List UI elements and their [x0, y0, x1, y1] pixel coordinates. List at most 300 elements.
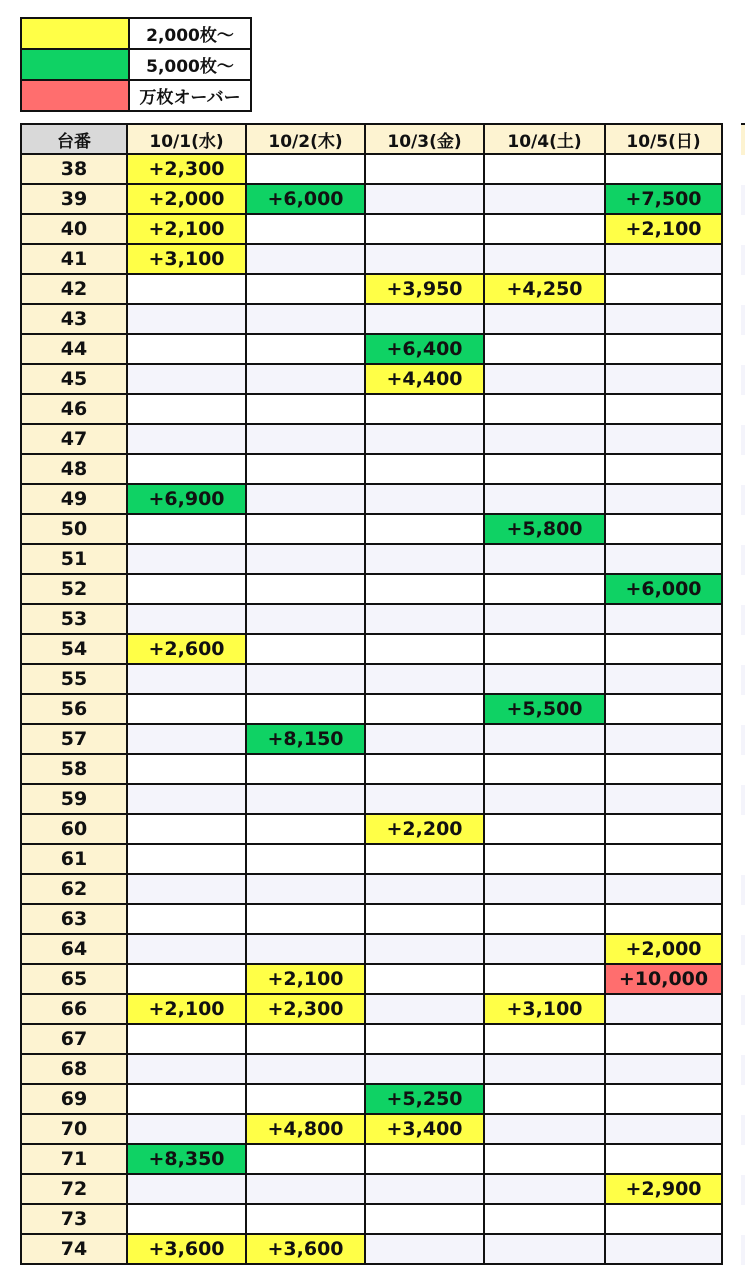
result-cell: +5,800: [484, 514, 605, 544]
empty-cell: [365, 694, 484, 724]
empty-cell: [484, 214, 605, 244]
table-row: [21, 1114, 722, 1144]
legend-row: [21, 80, 251, 111]
table-row: [21, 424, 722, 454]
empty-cell: [365, 934, 484, 964]
table-row: [21, 214, 722, 244]
empty-cell: [365, 904, 484, 934]
machine-number-cell: 41: [21, 244, 127, 274]
empty-cell: [365, 784, 484, 814]
machine-number-cell: 74: [21, 1234, 127, 1264]
empty-cell: [246, 1024, 365, 1054]
result-cell: +3,400: [365, 1114, 484, 1144]
empty-cell: [484, 574, 605, 604]
table-row: [21, 484, 722, 514]
result-cell: +2,900: [605, 1174, 722, 1204]
machine-number-cell: 72: [21, 1174, 127, 1204]
result-cell: +3,600: [127, 1234, 246, 1264]
result-cell: +6,000: [246, 184, 365, 214]
table-row: [21, 454, 722, 484]
adjacent-row-band: [741, 575, 745, 605]
empty-cell: [484, 454, 605, 484]
empty-cell: [365, 1234, 484, 1264]
empty-cell: [127, 304, 246, 334]
adjacent-row-band: [741, 1055, 745, 1085]
empty-cell: [246, 814, 365, 844]
table-row: [21, 844, 722, 874]
adjacent-row-band: [741, 335, 745, 365]
machine-number-cell: 60: [21, 814, 127, 844]
empty-cell: [246, 364, 365, 394]
machine-number-cell: 47: [21, 424, 127, 454]
results-table: [20, 123, 723, 1265]
header-row: [21, 124, 722, 154]
adjacent-table-edge: [741, 123, 745, 1265]
result-cell: +3,600: [246, 1234, 365, 1264]
machine-number-cell: 55: [21, 664, 127, 694]
table-row: [21, 1144, 722, 1174]
table-row: [21, 814, 722, 844]
empty-cell: [605, 874, 722, 904]
adjacent-row-band: [741, 275, 745, 305]
table-row: [21, 1024, 722, 1054]
empty-cell: [365, 544, 484, 574]
empty-cell: [484, 904, 605, 934]
adjacent-row-band: [741, 845, 745, 875]
empty-cell: [127, 1024, 246, 1054]
machine-number-cell: 44: [21, 334, 127, 364]
empty-cell: [484, 964, 605, 994]
result-cell: +7,500: [605, 184, 722, 214]
result-cell: +8,350: [127, 1144, 246, 1174]
empty-cell: [605, 1054, 722, 1084]
table-row: [21, 694, 722, 724]
result-cell: +2,100: [246, 964, 365, 994]
empty-cell: [605, 604, 722, 634]
machine-number-cell: 64: [21, 934, 127, 964]
empty-cell: [365, 394, 484, 424]
machine-number-cell: 45: [21, 364, 127, 394]
empty-cell: [605, 814, 722, 844]
empty-cell: [365, 994, 484, 1024]
empty-cell: [484, 244, 605, 274]
table-row: [21, 334, 722, 364]
empty-cell: [365, 1144, 484, 1174]
adjacent-row-band: [741, 935, 745, 965]
empty-cell: [365, 154, 484, 184]
table-row: [21, 1174, 722, 1204]
adjacent-row-band: [741, 1235, 745, 1265]
adjacent-row-band: [741, 665, 745, 695]
empty-cell: [365, 454, 484, 484]
empty-cell: [246, 244, 365, 274]
empty-cell: [605, 244, 722, 274]
adjacent-row-band: [741, 1115, 745, 1145]
table-row: [21, 604, 722, 634]
empty-cell: [605, 334, 722, 364]
empty-cell: [246, 154, 365, 184]
result-cell: +4,400: [365, 364, 484, 394]
legend-label-yellow: 2,000枚〜: [129, 18, 251, 49]
machine-number-cell: 53: [21, 604, 127, 634]
empty-cell: [246, 304, 365, 334]
empty-cell: [605, 1204, 722, 1234]
empty-cell: [246, 454, 365, 484]
empty-cell: [365, 1174, 484, 1204]
empty-cell: [484, 364, 605, 394]
empty-cell: [484, 184, 605, 214]
legend-row: [21, 49, 251, 80]
adjacent-row-band: [741, 425, 745, 455]
empty-cell: [127, 724, 246, 754]
empty-cell: [365, 1204, 484, 1234]
empty-cell: [246, 544, 365, 574]
empty-cell: [127, 1114, 246, 1144]
empty-cell: [246, 634, 365, 664]
empty-cell: [365, 754, 484, 784]
empty-cell: [246, 844, 365, 874]
empty-cell: [605, 154, 722, 184]
machine-number-cell: 58: [21, 754, 127, 784]
empty-cell: [484, 544, 605, 574]
machine-number-cell: 73: [21, 1204, 127, 1234]
column-header-date-4: 10/4(土): [484, 124, 605, 154]
column-header-date-5: 10/5(日): [605, 124, 722, 154]
machine-number-cell: 66: [21, 994, 127, 1024]
machine-number-cell: 65: [21, 964, 127, 994]
empty-cell: [365, 424, 484, 454]
adjacent-row-band: [741, 245, 745, 275]
table-row: [21, 1084, 722, 1114]
empty-cell: [365, 664, 484, 694]
empty-cell: [127, 694, 246, 724]
empty-cell: [127, 814, 246, 844]
empty-cell: [246, 574, 365, 604]
empty-cell: [246, 934, 365, 964]
adjacent-row-band: [741, 395, 745, 425]
adjacent-row-band: [741, 515, 745, 545]
machine-number-cell: 52: [21, 574, 127, 604]
empty-cell: [605, 274, 722, 304]
result-cell: +4,250: [484, 274, 605, 304]
result-cell: +6,000: [605, 574, 722, 604]
legend-label-red: 万枚オーバー: [129, 80, 251, 111]
empty-cell: [127, 1054, 246, 1084]
empty-cell: [246, 1054, 365, 1084]
empty-cell: [605, 1144, 722, 1174]
empty-cell: [127, 394, 246, 424]
table-row: [21, 1234, 722, 1264]
empty-cell: [365, 514, 484, 544]
machine-number-cell: 42: [21, 274, 127, 304]
empty-cell: [127, 874, 246, 904]
result-cell: +4,800: [246, 1114, 365, 1144]
table-row: [21, 934, 722, 964]
empty-cell: [127, 784, 246, 814]
machine-number-cell: 70: [21, 1114, 127, 1144]
empty-cell: [127, 334, 246, 364]
result-cell: +2,300: [127, 154, 246, 184]
empty-cell: [127, 454, 246, 484]
column-header-date-2: 10/2(木): [246, 124, 365, 154]
table-row: [21, 1204, 722, 1234]
empty-cell: [484, 1114, 605, 1144]
table-row: [21, 574, 722, 604]
table-row: [21, 154, 722, 184]
empty-cell: [365, 724, 484, 754]
empty-cell: [605, 544, 722, 574]
empty-cell: [484, 634, 605, 664]
adjacent-row-band: [741, 1025, 745, 1055]
empty-cell: [246, 1144, 365, 1174]
empty-cell: [246, 784, 365, 814]
empty-cell: [246, 484, 365, 514]
machine-number-cell: 62: [21, 874, 127, 904]
table-row: [21, 724, 722, 754]
result-cell: +8,150: [246, 724, 365, 754]
empty-cell: [605, 724, 722, 754]
empty-cell: [484, 604, 605, 634]
result-cell: +2,100: [605, 214, 722, 244]
result-cell: +3,100: [484, 994, 605, 1024]
empty-cell: [127, 514, 246, 544]
empty-cell: [127, 574, 246, 604]
empty-cell: [127, 904, 246, 934]
legend-label-green: 5,000枚〜: [129, 49, 251, 80]
machine-number-cell: 69: [21, 1084, 127, 1114]
adjacent-row-band: [741, 155, 745, 185]
machine-number-cell: 39: [21, 184, 127, 214]
empty-cell: [484, 334, 605, 364]
result-cell: +3,100: [127, 244, 246, 274]
empty-cell: [484, 1174, 605, 1204]
empty-cell: [127, 1204, 246, 1234]
adjacent-row-band: [741, 545, 745, 575]
result-cell: +3,950: [365, 274, 484, 304]
machine-number-cell: 54: [21, 634, 127, 664]
result-cell: +10,000: [605, 964, 722, 994]
machine-number-cell: 38: [21, 154, 127, 184]
empty-cell: [484, 724, 605, 754]
empty-cell: [246, 904, 365, 934]
machine-number-cell: 50: [21, 514, 127, 544]
machine-number-cell: 59: [21, 784, 127, 814]
empty-cell: [605, 994, 722, 1024]
column-header-date-3: 10/3(金): [365, 124, 484, 154]
empty-cell: [605, 454, 722, 484]
empty-cell: [127, 364, 246, 394]
empty-cell: [365, 484, 484, 514]
table-row: [21, 664, 722, 694]
table-row: [21, 994, 722, 1024]
adjacent-row-band: [741, 1205, 745, 1235]
empty-cell: [365, 1054, 484, 1084]
empty-cell: [605, 424, 722, 454]
machine-number-cell: 40: [21, 214, 127, 244]
empty-cell: [484, 304, 605, 334]
empty-cell: [127, 664, 246, 694]
legend-swatch-yellow: [21, 18, 129, 49]
empty-cell: [127, 1174, 246, 1204]
adjacent-row-band: [741, 635, 745, 665]
adjacent-row-band: [741, 305, 745, 335]
empty-cell: [365, 874, 484, 904]
table-row: [21, 304, 722, 334]
machine-number-cell: 71: [21, 1144, 127, 1174]
machine-number-cell: 43: [21, 304, 127, 334]
empty-cell: [127, 274, 246, 304]
result-cell: +2,600: [127, 634, 246, 664]
empty-cell: [127, 604, 246, 634]
adjacent-row-band: [741, 905, 745, 935]
adjacent-row-band: [741, 1175, 745, 1205]
adjacent-row-band: [741, 725, 745, 755]
result-cell: +2,000: [127, 184, 246, 214]
adjacent-row-band: [741, 365, 745, 395]
result-cell: +2,100: [127, 994, 246, 1024]
empty-cell: [246, 424, 365, 454]
adjacent-row-band: [741, 755, 745, 785]
empty-cell: [246, 1204, 365, 1234]
empty-cell: [246, 694, 365, 724]
empty-cell: [127, 544, 246, 574]
empty-cell: [246, 274, 365, 304]
result-cell: +6,400: [365, 334, 484, 364]
machine-number-cell: 56: [21, 694, 127, 724]
machine-number-cell: 61: [21, 844, 127, 874]
empty-cell: [127, 844, 246, 874]
machine-number-cell: 49: [21, 484, 127, 514]
empty-cell: [246, 604, 365, 634]
empty-cell: [605, 1024, 722, 1054]
table-row: [21, 394, 722, 424]
adjacent-row-band: [741, 455, 745, 485]
adjacent-row-band: [741, 995, 745, 1025]
empty-cell: [246, 1174, 365, 1204]
legend-table: [20, 17, 252, 112]
empty-cell: [484, 844, 605, 874]
adjacent-row-band: [741, 785, 745, 815]
adjacent-row-band: [741, 875, 745, 905]
empty-cell: [365, 604, 484, 634]
empty-cell: [484, 664, 605, 694]
machine-number-cell: 48: [21, 454, 127, 484]
adjacent-row-band: [741, 605, 745, 635]
empty-cell: [484, 814, 605, 844]
adjacent-row-band: [741, 695, 745, 725]
empty-cell: [365, 574, 484, 604]
empty-cell: [605, 664, 722, 694]
empty-cell: [246, 394, 365, 424]
legend-swatch-green: [21, 49, 129, 80]
empty-cell: [246, 874, 365, 904]
result-cell: +2,200: [365, 814, 484, 844]
adjacent-row-band: [741, 215, 745, 245]
machine-number-cell: 57: [21, 724, 127, 754]
empty-cell: [605, 1234, 722, 1264]
empty-cell: [365, 304, 484, 334]
result-cell: +2,100: [127, 214, 246, 244]
result-cell: +6,900: [127, 484, 246, 514]
empty-cell: [484, 394, 605, 424]
empty-cell: [484, 784, 605, 814]
adjacent-row-band: [741, 485, 745, 515]
table-row: [21, 184, 722, 214]
table-row: [21, 514, 722, 544]
empty-cell: [484, 1204, 605, 1234]
empty-cell: [365, 214, 484, 244]
empty-cell: [484, 1084, 605, 1114]
empty-cell: [605, 364, 722, 394]
adjacent-row-band: [741, 185, 745, 215]
table-row: [21, 874, 722, 904]
empty-cell: [246, 754, 365, 784]
table-row: [21, 244, 722, 274]
empty-cell: [127, 424, 246, 454]
empty-cell: [246, 214, 365, 244]
empty-cell: [484, 1024, 605, 1054]
result-cell: +2,000: [605, 934, 722, 964]
empty-cell: [484, 154, 605, 184]
empty-cell: [484, 484, 605, 514]
empty-cell: [127, 754, 246, 784]
result-cell: +5,500: [484, 694, 605, 724]
empty-cell: [484, 934, 605, 964]
legend-swatch-red: [21, 80, 129, 111]
machine-number-cell: 63: [21, 904, 127, 934]
empty-cell: [484, 1144, 605, 1174]
table-row: [21, 754, 722, 784]
empty-cell: [484, 1234, 605, 1264]
table-row: [21, 784, 722, 814]
empty-cell: [246, 664, 365, 694]
empty-cell: [365, 634, 484, 664]
empty-cell: [127, 934, 246, 964]
empty-cell: [605, 304, 722, 334]
table-row: [21, 1054, 722, 1084]
empty-cell: [484, 874, 605, 904]
empty-cell: [605, 904, 722, 934]
machine-number-cell: 68: [21, 1054, 127, 1084]
empty-cell: [605, 514, 722, 544]
result-cell: +5,250: [365, 1084, 484, 1114]
empty-cell: [246, 514, 365, 544]
empty-cell: [127, 1084, 246, 1114]
empty-cell: [365, 844, 484, 874]
empty-cell: [127, 964, 246, 994]
empty-cell: [605, 634, 722, 664]
table-row: [21, 964, 722, 994]
column-header-date-1: 10/1(水): [127, 124, 246, 154]
result-cell: +2,300: [246, 994, 365, 1024]
empty-cell: [365, 184, 484, 214]
legend-row: [21, 18, 251, 49]
empty-cell: [605, 784, 722, 814]
empty-cell: [605, 1114, 722, 1144]
table-row: [21, 274, 722, 304]
machine-number-cell: 46: [21, 394, 127, 424]
empty-cell: [605, 1084, 722, 1114]
machine-number-cell: 51: [21, 544, 127, 574]
empty-cell: [484, 754, 605, 784]
empty-cell: [484, 1054, 605, 1084]
results-table-body: [21, 154, 722, 1264]
adjacent-row-band: [741, 965, 745, 995]
empty-cell: [605, 754, 722, 784]
empty-cell: [605, 844, 722, 874]
empty-cell: [246, 334, 365, 364]
table-row: [21, 364, 722, 394]
